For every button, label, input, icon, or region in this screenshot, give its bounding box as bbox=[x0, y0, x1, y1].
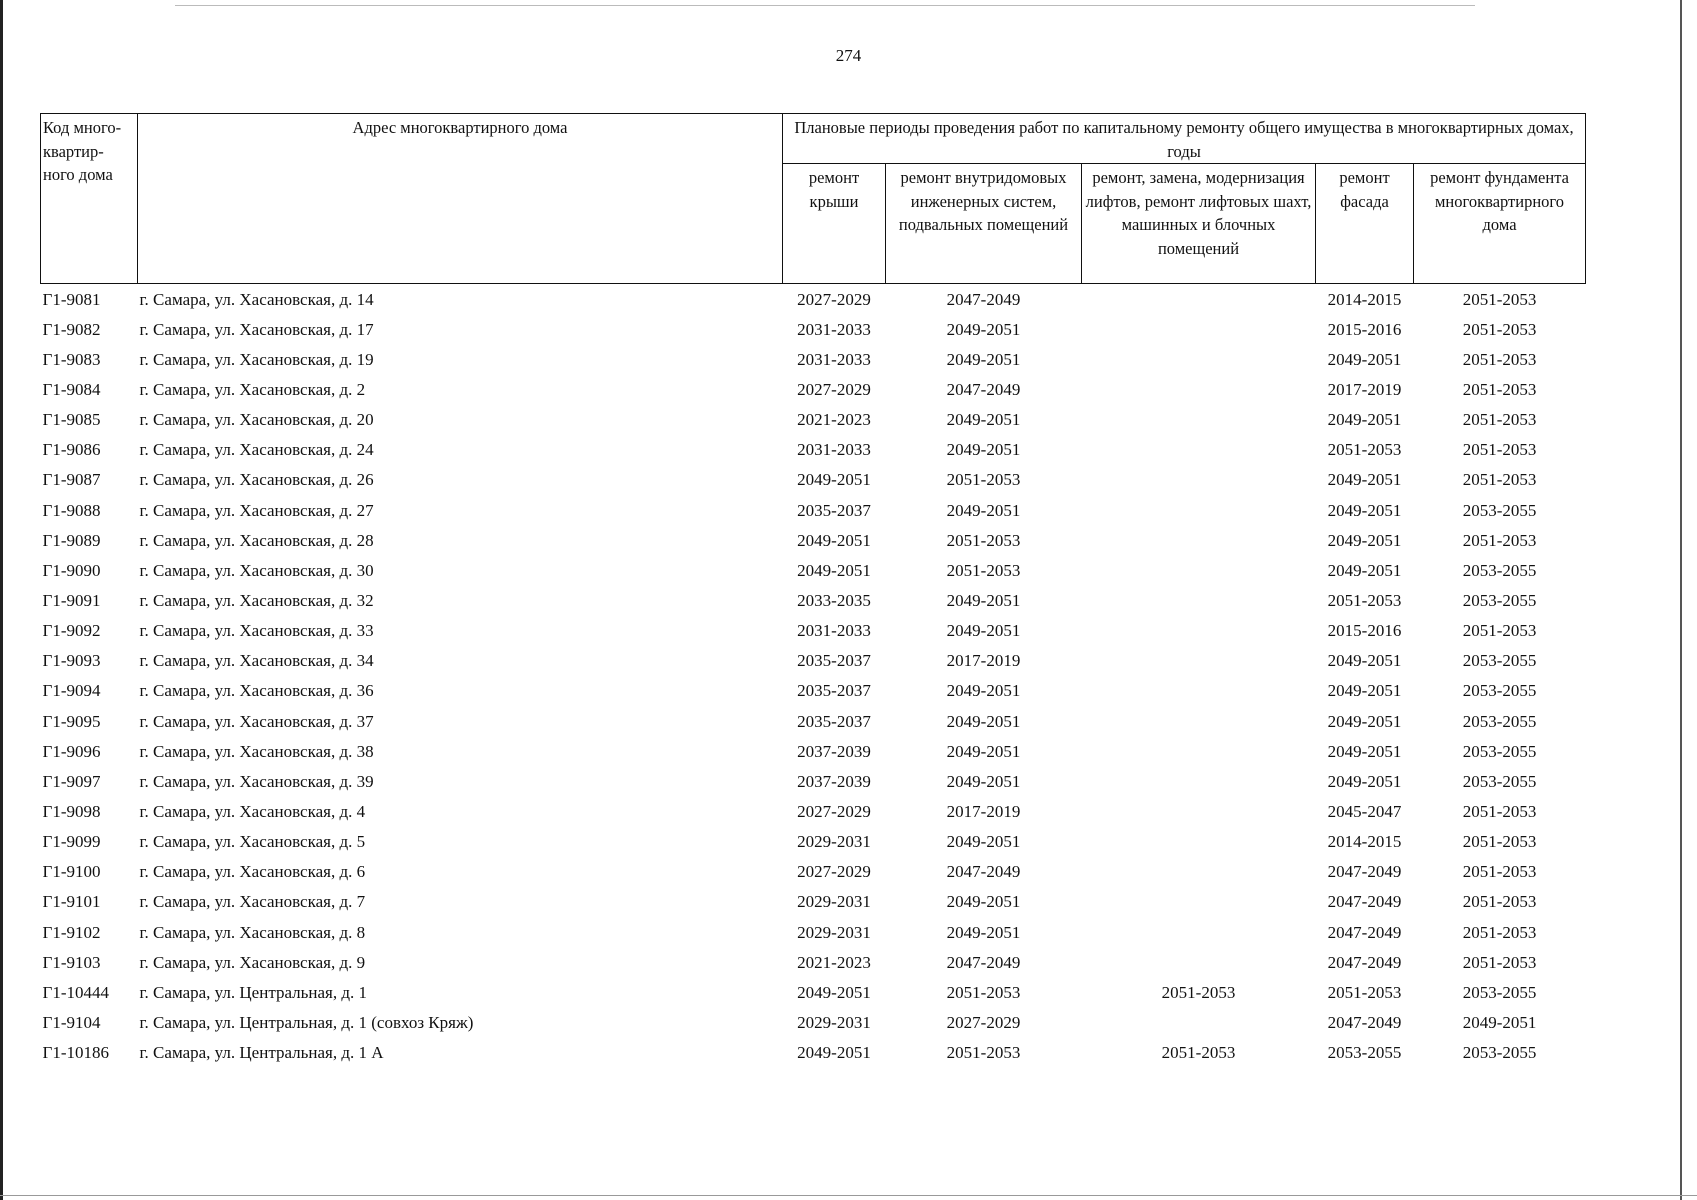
cell-roof: 2027-2029 bbox=[797, 801, 871, 821]
table-row bbox=[41, 887, 1586, 917]
table-row bbox=[41, 766, 1586, 796]
cell-engineering: 2049-2051 bbox=[946, 500, 1021, 520]
cell-elevators bbox=[1082, 796, 1316, 826]
cell-address: г. Самара, ул. Хасановская, д. 34 bbox=[139, 651, 374, 671]
cell-engineering: 2027-2029 bbox=[946, 1012, 1021, 1032]
cell-code: Г1-9085 bbox=[42, 410, 101, 430]
cell-facade: 2049-2051 bbox=[1327, 349, 1402, 369]
cell-roof: 2031-2033 bbox=[797, 440, 871, 460]
header-foundation: ремонт фундамента многоквартирного дома bbox=[1414, 164, 1586, 284]
cell-foundation: 2051-2053 bbox=[1462, 952, 1537, 972]
cell-code: Г1-9104 bbox=[42, 1012, 101, 1032]
cell-foundation: 2051-2053 bbox=[1462, 530, 1537, 550]
cell-roof: 2029-2031 bbox=[797, 1012, 871, 1032]
cell-elevators bbox=[1082, 465, 1316, 495]
cell-elevators bbox=[1082, 1007, 1316, 1037]
cell-roof: 2021-2023 bbox=[797, 952, 871, 972]
cell-engineering: 2049-2051 bbox=[946, 590, 1021, 610]
cell-address: г. Самара, ул. Хасановская, д. 19 bbox=[139, 349, 374, 369]
cell-elevators bbox=[1082, 495, 1316, 525]
table-row bbox=[41, 344, 1586, 374]
cell-roof: 2037-2039 bbox=[797, 771, 871, 791]
table-row bbox=[41, 405, 1586, 435]
cell-address: г. Самара, ул. Хасановская, д. 27 bbox=[139, 500, 374, 520]
cell-engineering: 2049-2051 bbox=[946, 410, 1021, 430]
cell-elevators bbox=[1082, 646, 1316, 676]
cell-facade: 2014-2015 bbox=[1327, 832, 1402, 852]
cell-address: г. Самара, ул. Хасановская, д. 28 bbox=[139, 530, 374, 550]
table-row bbox=[41, 857, 1586, 887]
cell-facade: 2015-2016 bbox=[1327, 621, 1402, 641]
cell-code: Г1-9090 bbox=[42, 560, 101, 580]
cell-engineering: 2047-2049 bbox=[946, 289, 1021, 309]
cell-foundation: 2053-2055 bbox=[1462, 500, 1537, 520]
cell-facade: 2047-2049 bbox=[1327, 892, 1402, 912]
cell-elevators bbox=[1082, 917, 1316, 947]
cell-foundation: 2051-2053 bbox=[1462, 410, 1537, 430]
cell-address: г. Самара, ул. Хасановская, д. 36 bbox=[139, 681, 374, 701]
cell-foundation: 2051-2053 bbox=[1462, 470, 1537, 490]
table-row bbox=[41, 827, 1586, 857]
cell-engineering: 2047-2049 bbox=[946, 379, 1021, 399]
cell-address: г. Самара, ул. Хасановская, д. 30 bbox=[139, 560, 374, 580]
cell-code: Г1-9099 bbox=[42, 832, 101, 852]
cell-facade: 2049-2051 bbox=[1327, 711, 1402, 731]
cell-code: Г1-9094 bbox=[42, 681, 101, 701]
capital-repair-table bbox=[40, 113, 1586, 1068]
cell-code: Г1-9102 bbox=[42, 922, 101, 942]
table-header bbox=[41, 114, 1586, 284]
cell-elevators: 2051-2053 bbox=[1161, 982, 1236, 1002]
table-row bbox=[41, 374, 1586, 404]
cell-code: Г1-9097 bbox=[42, 771, 101, 791]
cell-engineering: 2049-2051 bbox=[946, 892, 1021, 912]
scan-left-edge bbox=[0, 0, 3, 1200]
table-row bbox=[41, 796, 1586, 826]
cell-code: Г1-9086 bbox=[42, 440, 101, 460]
scan-bottom-line bbox=[0, 1195, 1697, 1196]
header-elevators: ремонт, замена, модернизация лифтов, ремонт лифтовых шахт, машинных и блочных помещений bbox=[1082, 164, 1316, 284]
cell-roof: 2031-2033 bbox=[797, 349, 871, 369]
cell-roof: 2029-2031 bbox=[797, 892, 871, 912]
cell-address: г. Самара, ул. Хасановская, д. 32 bbox=[139, 590, 374, 610]
cell-roof: 2029-2031 bbox=[797, 832, 871, 852]
scan-top-line bbox=[175, 5, 1475, 6]
cell-facade: 2049-2051 bbox=[1327, 530, 1402, 550]
table-row bbox=[41, 284, 1586, 315]
table-row bbox=[41, 616, 1586, 646]
cell-foundation: 2051-2053 bbox=[1462, 801, 1537, 821]
table-row bbox=[41, 706, 1586, 736]
cell-foundation: 2051-2053 bbox=[1462, 289, 1537, 309]
cell-address: г. Самара, ул. Хасановская, д. 2 bbox=[139, 379, 366, 399]
table-row bbox=[41, 977, 1586, 1007]
cell-address: г. Самара, ул. Хасановская, д. 24 bbox=[139, 440, 374, 460]
cell-foundation: 2051-2053 bbox=[1462, 862, 1537, 882]
cell-roof: 2049-2051 bbox=[797, 560, 871, 580]
table-row bbox=[41, 736, 1586, 766]
cell-address: г. Самара, ул. Хасановская, д. 4 bbox=[139, 801, 366, 821]
scan-right-edge bbox=[1680, 0, 1682, 1200]
cell-address: г. Самара, ул. Хасановская, д. 8 bbox=[139, 922, 366, 942]
table-row bbox=[41, 525, 1586, 555]
table-row bbox=[41, 676, 1586, 706]
cell-elevators bbox=[1082, 676, 1316, 706]
cell-foundation: 2053-2055 bbox=[1462, 1043, 1537, 1063]
cell-engineering: 2049-2051 bbox=[946, 741, 1021, 761]
cell-code: Г1-9082 bbox=[42, 319, 101, 339]
cell-facade: 2049-2051 bbox=[1327, 741, 1402, 761]
cell-elevators bbox=[1082, 766, 1316, 796]
cell-foundation: 2051-2053 bbox=[1462, 922, 1537, 942]
header-code: Код много-квартир-ного дома bbox=[41, 114, 138, 284]
table-row bbox=[41, 1038, 1586, 1068]
cell-facade: 2049-2051 bbox=[1327, 681, 1402, 701]
cell-elevators bbox=[1082, 857, 1316, 887]
table-row bbox=[41, 495, 1586, 525]
cell-foundation: 2051-2053 bbox=[1462, 349, 1537, 369]
cell-code: Г1-9103 bbox=[42, 952, 101, 972]
cell-roof: 2021-2023 bbox=[797, 410, 871, 430]
cell-foundation: 2053-2055 bbox=[1462, 711, 1537, 731]
cell-code: Г1-9100 bbox=[42, 862, 101, 882]
cell-address: г. Самара, ул. Хасановская, д. 20 bbox=[139, 410, 374, 430]
cell-roof: 2035-2037 bbox=[797, 500, 871, 520]
cell-code: Г1-9101 bbox=[42, 892, 101, 912]
cell-facade: 2015-2016 bbox=[1327, 319, 1402, 339]
cell-foundation: 2051-2053 bbox=[1462, 621, 1537, 641]
cell-facade: 2051-2053 bbox=[1327, 590, 1402, 610]
cell-elevators bbox=[1082, 947, 1316, 977]
cell-engineering: 2049-2051 bbox=[946, 440, 1021, 460]
cell-roof: 2031-2033 bbox=[797, 319, 871, 339]
cell-engineering: 2049-2051 bbox=[946, 349, 1021, 369]
cell-elevators bbox=[1082, 887, 1316, 917]
cell-engineering: 2017-2019 bbox=[946, 651, 1021, 671]
cell-facade: 2014-2015 bbox=[1327, 289, 1402, 309]
cell-engineering: 2047-2049 bbox=[946, 862, 1021, 882]
cell-elevators bbox=[1082, 525, 1316, 555]
cell-code: Г1-9081 bbox=[42, 289, 101, 309]
cell-engineering: 2049-2051 bbox=[946, 771, 1021, 791]
cell-roof: 2027-2029 bbox=[797, 379, 871, 399]
cell-foundation: 2053-2055 bbox=[1462, 771, 1537, 791]
cell-code: Г1-10444 bbox=[42, 982, 109, 1002]
cell-code: Г1-9084 bbox=[42, 379, 101, 399]
cell-address: г. Самара, ул. Хасановская, д. 38 bbox=[139, 741, 374, 761]
header-engineering: ремонт внутридомовых инженерных систем, подвальных помещений bbox=[886, 164, 1082, 284]
cell-engineering: 2049-2051 bbox=[946, 621, 1021, 641]
cell-engineering: 2051-2053 bbox=[946, 530, 1021, 550]
cell-address: г. Самара, ул. Хасановская, д. 17 bbox=[139, 319, 374, 339]
cell-facade: 2049-2051 bbox=[1327, 771, 1402, 791]
table-row bbox=[41, 555, 1586, 585]
cell-foundation: 2053-2055 bbox=[1462, 982, 1537, 1002]
cell-elevators bbox=[1082, 555, 1316, 585]
cell-facade: 2049-2051 bbox=[1327, 470, 1402, 490]
cell-roof: 2037-2039 bbox=[797, 741, 871, 761]
cell-code: Г1-9092 bbox=[42, 621, 101, 641]
cell-facade: 2049-2051 bbox=[1327, 560, 1402, 580]
table-row bbox=[41, 314, 1586, 344]
cell-roof: 2033-2035 bbox=[797, 590, 871, 610]
cell-facade: 2047-2049 bbox=[1327, 1012, 1402, 1032]
cell-elevators bbox=[1082, 374, 1316, 404]
cell-engineering: 2051-2053 bbox=[946, 560, 1021, 580]
cell-code: Г1-9087 bbox=[42, 470, 101, 490]
cell-engineering: 2049-2051 bbox=[946, 319, 1021, 339]
cell-foundation: 2053-2055 bbox=[1462, 741, 1537, 761]
cell-address: г. Самара, ул. Хасановская, д. 26 bbox=[139, 470, 374, 490]
table-body bbox=[41, 284, 1586, 1068]
cell-roof: 2049-2051 bbox=[797, 470, 871, 490]
cell-code: Г1-9088 bbox=[42, 500, 101, 520]
cell-address: г. Самара, ул. Хасановская, д. 6 bbox=[139, 862, 366, 882]
cell-roof: 2031-2033 bbox=[797, 621, 871, 641]
cell-facade: 2047-2049 bbox=[1327, 922, 1402, 942]
cell-address: г. Самара, ул. Хасановская, д. 33 bbox=[139, 621, 374, 641]
cell-engineering: 2049-2051 bbox=[946, 681, 1021, 701]
cell-address: г. Самара, ул. Хасановская, д. 5 bbox=[139, 832, 366, 852]
cell-engineering: 2049-2051 bbox=[946, 711, 1021, 731]
cell-foundation: 2049-2051 bbox=[1462, 1012, 1537, 1032]
cell-elevators: 2051-2053 bbox=[1161, 1043, 1236, 1063]
table-row bbox=[41, 646, 1586, 676]
cell-code: Г1-9098 bbox=[42, 801, 101, 821]
cell-code: Г1-9093 bbox=[42, 651, 101, 671]
cell-code: Г1-10186 bbox=[42, 1043, 109, 1063]
table-row bbox=[41, 947, 1586, 977]
cell-address: г. Самара, ул. Центральная, д. 1 (совхоз Кряж) bbox=[139, 1012, 474, 1032]
cell-facade: 2051-2053 bbox=[1327, 440, 1402, 460]
cell-facade: 2047-2049 bbox=[1327, 862, 1402, 882]
cell-foundation: 2053-2055 bbox=[1462, 590, 1537, 610]
cell-facade: 2049-2051 bbox=[1327, 500, 1402, 520]
cell-roof: 2035-2037 bbox=[797, 711, 871, 731]
cell-address: г. Самара, ул. Центральная, д. 1 А bbox=[139, 1043, 384, 1063]
table-row bbox=[41, 917, 1586, 947]
cell-facade: 2049-2051 bbox=[1327, 410, 1402, 430]
cell-facade: 2051-2053 bbox=[1327, 982, 1402, 1002]
cell-elevators bbox=[1082, 827, 1316, 857]
cell-code: Г1-9091 bbox=[42, 590, 101, 610]
cell-elevators bbox=[1082, 344, 1316, 374]
cell-roof: 2049-2051 bbox=[797, 530, 871, 550]
cell-engineering: 2051-2053 bbox=[946, 982, 1021, 1002]
cell-engineering: 2047-2049 bbox=[946, 952, 1021, 972]
cell-foundation: 2051-2053 bbox=[1462, 832, 1537, 852]
cell-address: г. Самара, ул. Центральная, д. 1 bbox=[139, 982, 368, 1002]
cell-elevators bbox=[1082, 435, 1316, 465]
cell-code: Г1-9089 bbox=[42, 530, 101, 550]
cell-address: г. Самара, ул. Хасановская, д. 14 bbox=[139, 289, 374, 309]
cell-address: г. Самара, ул. Хасановская, д. 37 bbox=[139, 711, 374, 731]
cell-elevators bbox=[1082, 284, 1316, 315]
cell-foundation: 2053-2055 bbox=[1462, 681, 1537, 701]
cell-foundation: 2051-2053 bbox=[1462, 379, 1537, 399]
cell-facade: 2049-2051 bbox=[1327, 651, 1402, 671]
header-roof: ремонт крыши bbox=[783, 164, 886, 284]
cell-code: Г1-9096 bbox=[42, 741, 101, 761]
cell-elevators bbox=[1082, 706, 1316, 736]
cell-address: г. Самара, ул. Хасановская, д. 7 bbox=[139, 892, 366, 912]
cell-roof: 2035-2037 bbox=[797, 681, 871, 701]
cell-elevators bbox=[1082, 585, 1316, 615]
cell-engineering: 2049-2051 bbox=[946, 832, 1021, 852]
cell-foundation: 2051-2053 bbox=[1462, 892, 1537, 912]
page-number: 274 bbox=[835, 46, 862, 65]
cell-foundation: 2053-2055 bbox=[1462, 560, 1537, 580]
cell-foundation: 2053-2055 bbox=[1462, 651, 1537, 671]
cell-elevators bbox=[1082, 616, 1316, 646]
cell-facade: 2017-2019 bbox=[1327, 379, 1402, 399]
table-row bbox=[41, 465, 1586, 495]
cell-roof: 2049-2051 bbox=[797, 1043, 871, 1063]
cell-foundation: 2051-2053 bbox=[1462, 440, 1537, 460]
cell-facade: 2047-2049 bbox=[1327, 952, 1402, 972]
header-address: Адрес многоквартирного дома bbox=[138, 114, 783, 284]
cell-code: Г1-9095 bbox=[42, 711, 101, 731]
cell-engineering: 2051-2053 bbox=[946, 1043, 1021, 1063]
cell-elevators bbox=[1082, 405, 1316, 435]
cell-code: Г1-9083 bbox=[42, 349, 101, 369]
cell-facade: 2053-2055 bbox=[1327, 1043, 1402, 1063]
cell-foundation: 2051-2053 bbox=[1462, 319, 1537, 339]
cell-address: г. Самара, ул. Хасановская, д. 39 bbox=[139, 771, 374, 791]
table-row bbox=[41, 435, 1586, 465]
cell-roof: 2035-2037 bbox=[797, 651, 871, 671]
cell-elevators bbox=[1082, 736, 1316, 766]
header-periods-group: Плановые периоды проведения работ по капитальному ремонту общего имущества в многоквартирных домах, годы bbox=[783, 114, 1586, 164]
cell-elevators bbox=[1082, 314, 1316, 344]
header-facade: ремонт фасада bbox=[1316, 164, 1414, 284]
cell-address: г. Самара, ул. Хасановская, д. 9 bbox=[139, 952, 366, 972]
cell-facade: 2045-2047 bbox=[1327, 801, 1402, 821]
table-row bbox=[41, 1007, 1586, 1037]
cell-roof: 2029-2031 bbox=[797, 922, 871, 942]
cell-roof: 2049-2051 bbox=[797, 982, 871, 1002]
cell-engineering: 2049-2051 bbox=[946, 922, 1021, 942]
cell-engineering: 2017-2019 bbox=[946, 801, 1021, 821]
cell-engineering: 2051-2053 bbox=[946, 470, 1021, 490]
cell-roof: 2027-2029 bbox=[797, 862, 871, 882]
cell-roof: 2027-2029 bbox=[797, 289, 871, 309]
table-row bbox=[41, 585, 1586, 615]
